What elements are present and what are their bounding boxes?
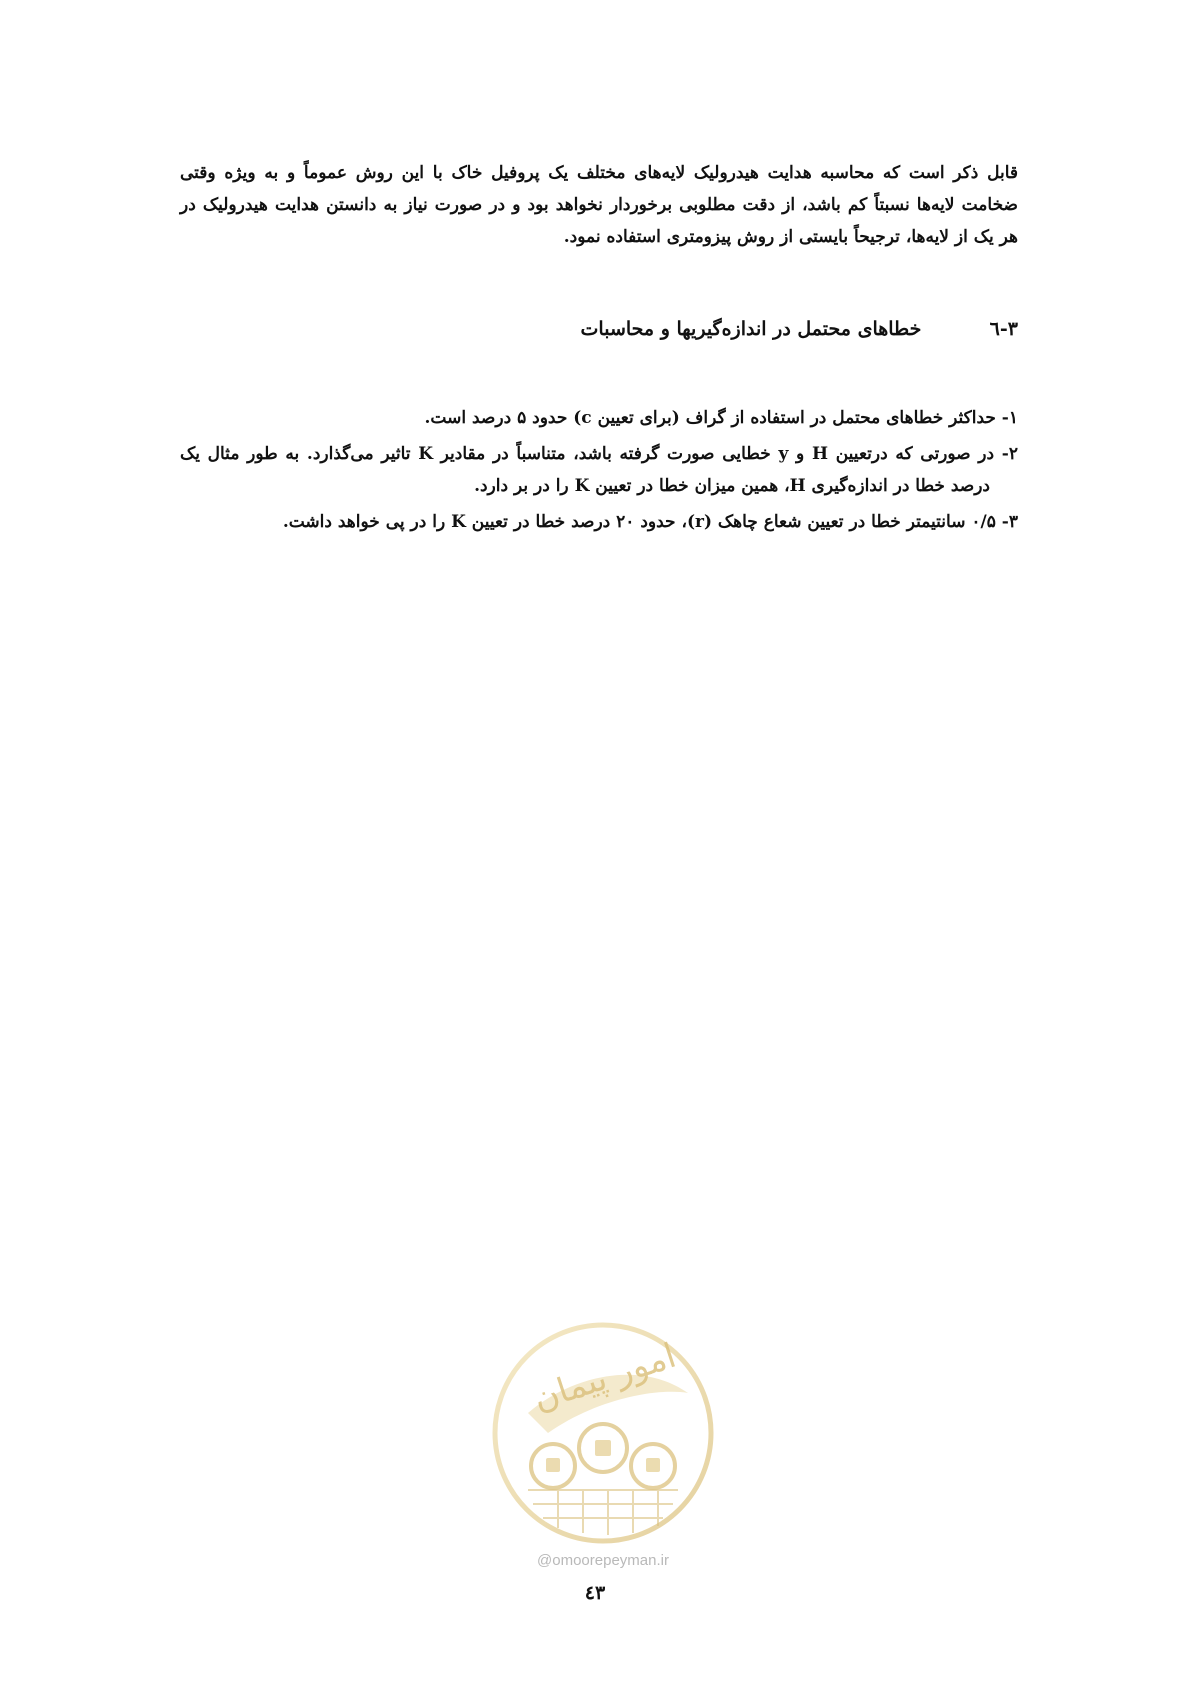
watermark-seal-logo [488, 1318, 718, 1548]
list-item: ۳- ۰/۵ سانتیمتر خطا در تعیین شعاع چاهک (r)، حدود ۲۰ درصد خطا در تعیین K را در پی خواهد داشت. [282, 512, 1018, 532]
section-number: ۳-٦ [989, 318, 1018, 340]
section-title: خطاهای محتمل در اندازه‌گیریها و محاسبات [580, 318, 922, 340]
page-number: ٤٣ [584, 1582, 606, 1604]
body-paragraph: قابل ذکر است که محاسبه هدایت هیدرولیک لایه‌های مختلف یک پروفیل خاک با این روش عموماً و به ویژه وقتی ضخامت لایه‌ها نسبتاً کم باشد، از دقت مطلوبی برخوردار نخواهد بود و در صورت نیاز به دانستن هدایت هیدرولیک در هر یک از لایه‌ها، ترجیحاً بایستی از روش پیزومتری استفاده نمود. [180, 163, 1018, 247]
section-heading [180, 314, 1018, 344]
list-item: ۲- در صورتی که درتعیین H و y خطایی صورت گرفته باشد، متناسباً در مقادیر K تاثیر می‌گذارد. به طور مثال یک درصد خطا در اندازه‌گیری H، همین میزان خطا در تعیین K را در بر دارد. [180, 444, 1018, 496]
error-list [180, 402, 1018, 542]
svg-text:امور پیمان: امور پیمان [528, 1335, 681, 1420]
list-item: ۱- حداکثر خطاهای محتمل در استفاده از گراف (برای تعیین c) حدود ۵ درصد است. [424, 408, 1018, 428]
watermark-caption: @omoorepeyman.ir [537, 1552, 669, 1569]
